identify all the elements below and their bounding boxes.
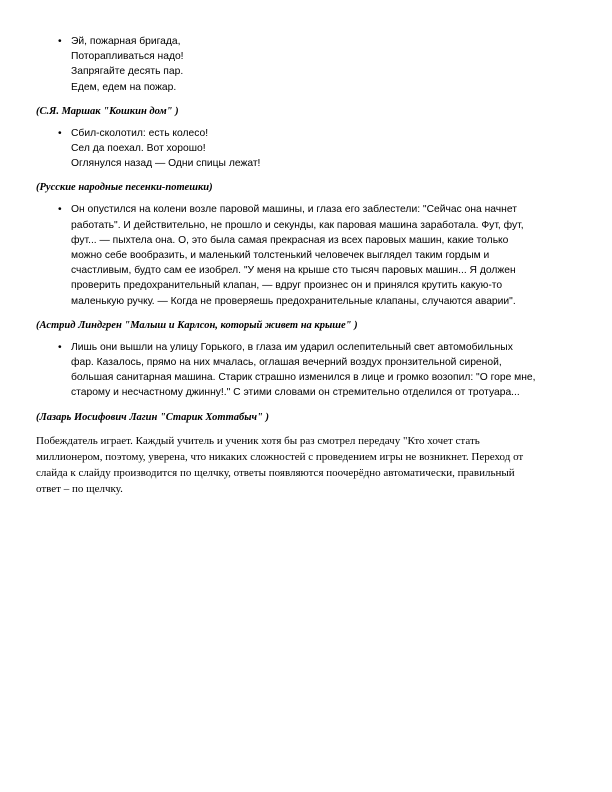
- closing-paragraph: [36, 433, 576, 497]
- text-line: ответ – по щелчку.: [36, 482, 123, 495]
- text-line: Эй, пожарная бригада,: [71, 36, 181, 47]
- citation: (Лазарь Иосифович Лагин "Старик Хоттабыч" ): [36, 411, 269, 423]
- quote-block-2: [36, 126, 576, 196]
- quote-block-3: [36, 202, 576, 332]
- text-line: Побеждатель играет. Каждый учитель и ученик хотя бы раз смотрел передачу "Кто хочет стать: [36, 434, 480, 447]
- bullet-list: [36, 34, 576, 95]
- text-line: Лишь они вышли на улицу Горького, в глаза им ударил ослепительный свет автомобильных: [71, 341, 513, 353]
- text-line: фут... — пыхтела она. О, это была самая прекрасная из всех паровых машин, какие только: [71, 234, 509, 246]
- list-item: [36, 34, 576, 95]
- text-line: Оглянулся назад — Одни спицы лежат!: [71, 158, 261, 170]
- text-line: маленькую ручку. — Когда не проверяешь предохранительные клапаны, случаются аварии".: [71, 295, 516, 307]
- text-line: слайда к слайду производится по щелчку, ответы появляются поочерёдно автоматически, правильный: [36, 466, 515, 479]
- document-page: [36, 34, 576, 497]
- text-line: проверить предохранительный клапан, — вдруг произнес он и принялся крутить какую-то: [71, 280, 503, 292]
- text-line: Поторапливаться надо!: [71, 51, 184, 63]
- list-item: [36, 340, 576, 401]
- text-line: фар. Казалось, прямо на них мчалась, оглашая вечерний воздух пронзительной сиреной,: [71, 357, 502, 369]
- text-line: Едем, едем на пожар.: [71, 81, 177, 93]
- text-line: большая санитарная машина. Старик страшно изменился в лице и громко возопил: "О горе мне,: [71, 372, 536, 384]
- text-line: Сбил-сколотил: есть колесо!: [71, 127, 209, 139]
- text-line: Запрягайте десять пар.: [71, 66, 184, 78]
- bullet-list: [36, 126, 576, 172]
- text-line: Сел да поехал. Вот хорошо!: [71, 143, 206, 155]
- bullet-icon: •: [58, 36, 62, 47]
- bullet-icon: •: [58, 204, 62, 216]
- text-line: можно себе вообразить, и маленький толстенький человечек выглядел таким гордым и: [71, 250, 490, 262]
- list-item: [36, 126, 576, 172]
- bullet-icon: •: [58, 341, 62, 353]
- bullet-icon: •: [58, 127, 62, 139]
- citation: (Русские народные песенки-потешки): [36, 182, 213, 194]
- list-item: [36, 202, 576, 308]
- quote-block-4: [36, 340, 576, 425]
- citation: (Астрид Линдгрен "Малыш и Карлсон, который живет на крыше" ): [36, 319, 358, 331]
- bullet-list: [36, 340, 576, 401]
- quote-block-1: [36, 34, 576, 119]
- bullet-list: [36, 202, 576, 308]
- text-line: Он опустился на колени возле паровой машины, и глаза его заблестели: "Сейчас она начнет: [71, 204, 517, 216]
- text-line: работать". И действительно, не прошло и секунды, как паровая машина заработала. Фут, фут,: [71, 219, 524, 231]
- citation: (С.Я. Маршак "Кошкин дом" ): [36, 105, 179, 117]
- text-line: старому и несчастному джинну!." С этими словами он стремительно отделился от тротуара...: [71, 387, 520, 399]
- text-line: счастливым, будто сам ее изобрел. "У меня на крыше сто тысяч паровых машин... Я должен: [71, 265, 516, 277]
- text-line: миллионером, поэтому, уверена, что никаких сложностей с проведением игры не возникнет. Переход от: [36, 450, 524, 463]
